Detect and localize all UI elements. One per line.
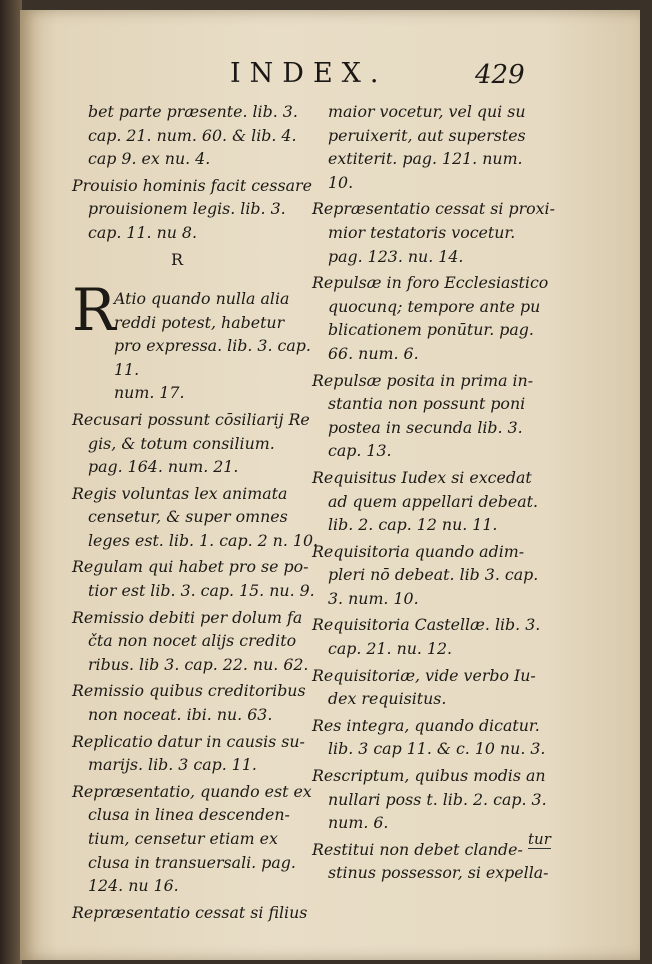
index-entry: Rescriptum, quibus modis an nullari poss t. lib. 2. cap. 3. num. 6.	[312, 766, 547, 833]
index-entry: Requisitus Iudex si excedat ad quem appellari debeat. lib. 2. cap. 12 nu. 11.	[312, 467, 539, 535]
index-entry: bet parte præsente. lib. 3. cap. 21. num. 60. & lib. 4. cap 9. ex nu. 4.	[88, 102, 298, 169]
page-number: 429	[475, 60, 525, 90]
drop-cap: R	[72, 275, 116, 344]
index-entry: Requisitoriæ, vide verbo Iu- dex requisitus.	[312, 665, 536, 709]
book-page	[20, 10, 640, 960]
section-letter: R	[170, 249, 184, 269]
index-entry: Recusari possunt cōsiliarij Re gis, & totum consilium. pag. 164. num. 21.	[72, 409, 310, 477]
index-entry: Regis voluntas lex animata censetur, & super omnes leges est. lib. 1. cap. 2 n. 10.	[72, 483, 319, 550]
index-entry: Repulsæ posita in prima in- stantia non possunt poni postea in secunda lib. 3. cap. 13.	[312, 370, 534, 461]
left-column	[72, 100, 322, 927]
index-entry: Remissio debiti per dolum fa čta non nocet alijs credito ribus. lib 3. cap. 22. nu. 62.	[72, 607, 309, 674]
index-entry: Repulsæ in foro Ecclesiastico quocunq; tempore ante pu blicationem ponūtur. pag. 66. num. 6.	[312, 273, 549, 363]
index-entry: Prouisio hominis facit cessare prouisionem legis. lib. 3. cap. 11. nu 8.	[72, 175, 312, 242]
index-entry-dropcap	[72, 275, 322, 405]
book-gutter	[0, 0, 22, 964]
right-column	[312, 100, 580, 888]
dropcap-entry-text: Atio quando nulla alia reddi potest, habetur pro expressa. lib. 3. cap. 11. num. 17.	[114, 288, 311, 403]
index-entry: Remissio quibus creditoribus non noceat. ibi. nu. 63.	[72, 681, 306, 725]
index-entry: Repræsentatio cessat si proxi- mior testatoris vocetur. pag. 123. nu. 14.	[312, 199, 555, 266]
index-entry: Repræsentatio, quando est ex clusa in linea descenden- tium, censetur etiam ex clusa in transuersali. pag. 124. nu 16.	[72, 781, 312, 896]
index-entry: Requisitoria Castellæ. lib. 3. cap. 21. nu. 12.	[312, 615, 541, 659]
page-title: INDEX.	[230, 58, 388, 89]
index-entry: Regulam qui habet pro se po- tior est lib. 3. cap. 15. nu. 9.	[72, 557, 315, 601]
index-entry: Repræsentatio cessat si filius	[72, 902, 308, 922]
index-entry: Replicatio datur in causis su- marijs. lib. 3 cap. 11.	[72, 731, 305, 775]
index-entry: Requisitoria quando adim- pleri nō debeat. lib 3. cap. 3. num. 10.	[312, 541, 539, 608]
catchword: tur	[528, 830, 551, 848]
index-entry: Restitui non debet clande- stinus possessor, si expella-	[312, 839, 549, 883]
index-entry: Res integra, quando dicatur. lib. 3 cap 11. & c. 10 nu. 3.	[312, 715, 546, 759]
index-entry: maior vocetur, vel qui su peruixerit, aut superstes extiterit. pag. 121. num. 10.	[328, 102, 526, 192]
